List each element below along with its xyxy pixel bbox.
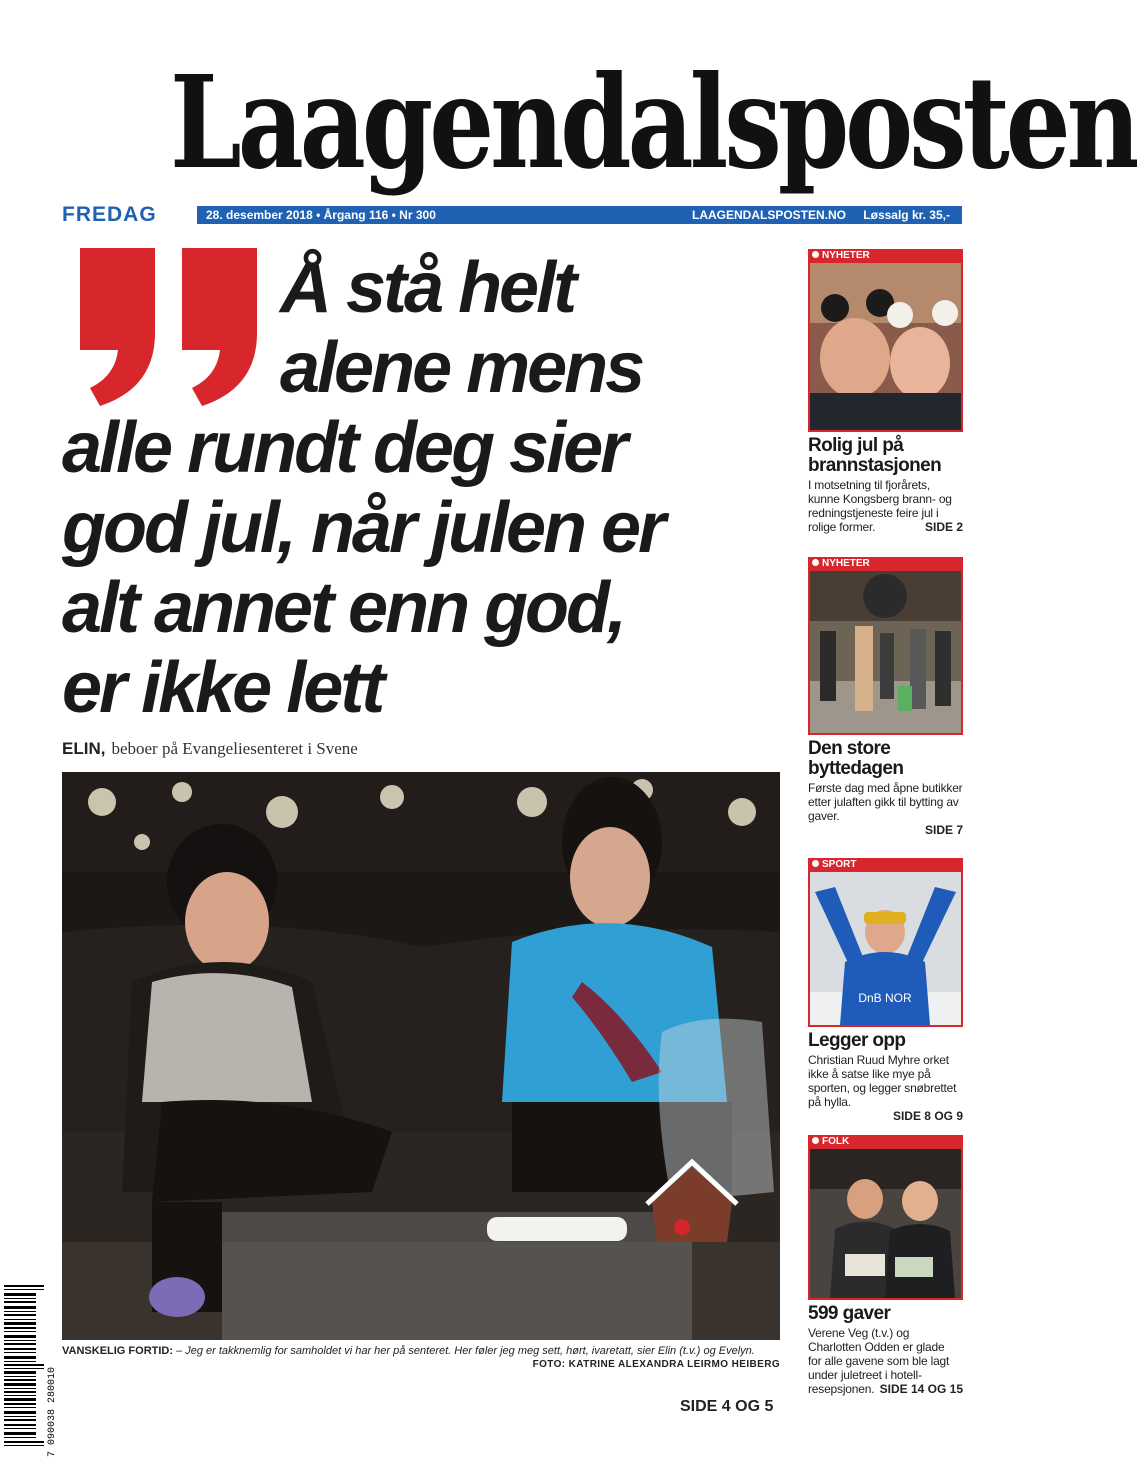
- website-link[interactable]: LAAGENDALSPOSTEN.NO: [692, 208, 847, 222]
- kicker-label: FOLK: [822, 1136, 850, 1147]
- price-label: Løssalg kr. 35,-: [863, 208, 950, 222]
- teaser-text: Første dag med åpne butikker etter julaften gikk til bytting av gaver.: [808, 781, 963, 823]
- bullet-icon: [812, 559, 819, 566]
- sponsor-text: DnB NOR: [858, 991, 912, 1005]
- teaser-title: 599 gaver: [808, 1303, 891, 1324]
- barcode-number: 7 090038 280010: [47, 1366, 58, 1457]
- photo-credit: FOTO: KATRINE ALEXANDRA LEIRMO HEIBERG: [532, 1359, 780, 1370]
- teaser-photo: [808, 872, 963, 1027]
- teaser-title: Rolig jul på brannstasjonen: [808, 435, 942, 476]
- quote-byline: [62, 739, 358, 759]
- teaser-page-ref: SIDE 14 OG 15: [879, 1382, 963, 1396]
- teaser-photo: [808, 263, 963, 432]
- masthead-title: Laagendalsposten: [170, 48, 1137, 198]
- teaser-photo: [808, 571, 963, 735]
- bullet-icon: [812, 1137, 819, 1144]
- teaser-kicker: [808, 858, 963, 872]
- main-story-page-ref[interactable]: SIDE 4 OG 5: [680, 1398, 774, 1415]
- teaser-kicker: [808, 249, 963, 263]
- teaser-page-ref: SIDE 8 OG 9: [892, 1109, 963, 1123]
- headline-line: Å stå helt: [280, 248, 575, 328]
- teaser-title: Den store byttedagen: [808, 738, 904, 779]
- teaser-text: Christian Ruud Myhre orket ikke å satse like mye på sporten, og legger snøbrettet på hylla.: [808, 1053, 957, 1109]
- barcode: [4, 1285, 60, 1460]
- headline-line: alt annet enn god,: [62, 568, 625, 648]
- byline-name: ELIN,: [62, 739, 106, 758]
- kicker-label: NYHETER: [822, 558, 870, 569]
- headline-line: alle rundt deg sier: [62, 408, 626, 488]
- teaser-kicker: [808, 557, 963, 571]
- info-bar: [197, 206, 962, 224]
- byline-description: beboer på Evangeliesenteret i Svene: [111, 739, 358, 758]
- weekday-label: FREDAG: [62, 203, 157, 226]
- caption-text: – Jeg er takknemlig for samholdet vi har her på senteret. Her føler jeg meg sett, hørt, ivaretatt, sier Elin (t.v.) og Evelyn.: [173, 1345, 755, 1357]
- kicker-label: NYHETER: [822, 250, 870, 261]
- teaser-text: Verene Veg (t.v.) og Charlotten Odden er glade for alle gavene som ble lagt under juletreet i hotell-resepsjonen.: [808, 1326, 950, 1396]
- caption-label: VANSKELIG FORTID:: [62, 1345, 174, 1357]
- teaser-legger-opp[interactable]: [808, 858, 963, 1123]
- teaser-byttedagen[interactable]: [808, 557, 963, 837]
- main-headline: [62, 248, 762, 728]
- bullet-icon: [812, 860, 819, 867]
- teaser-599-gaver[interactable]: [808, 1135, 963, 1396]
- issue-info: 28. desember 2018 • Årgang 116 • Nr 300: [206, 208, 436, 222]
- teaser-title: Legger opp: [808, 1030, 906, 1051]
- bullet-icon: [812, 251, 819, 258]
- teaser-page-ref: SIDE 7: [924, 823, 963, 837]
- teaser-photo: [808, 1149, 963, 1300]
- kicker-label: SPORT: [822, 859, 857, 870]
- teaser-text: I motsetning til fjorårets, kunne Kongsberg brann- og redningstjeneste feire jul i rolige former.: [808, 478, 952, 534]
- masthead-logo: [170, 48, 1137, 198]
- headline-line: god jul, når julen er: [62, 488, 664, 568]
- photo-caption: [62, 1344, 780, 1358]
- teaser-page-ref: SIDE 2: [924, 520, 963, 534]
- teaser-brannstasjon[interactable]: [808, 249, 963, 534]
- teaser-kicker: [808, 1135, 963, 1149]
- headline-line: er ikke lett: [62, 648, 383, 728]
- main-photo: [62, 772, 780, 1340]
- headline-line: alene mens: [280, 328, 643, 408]
